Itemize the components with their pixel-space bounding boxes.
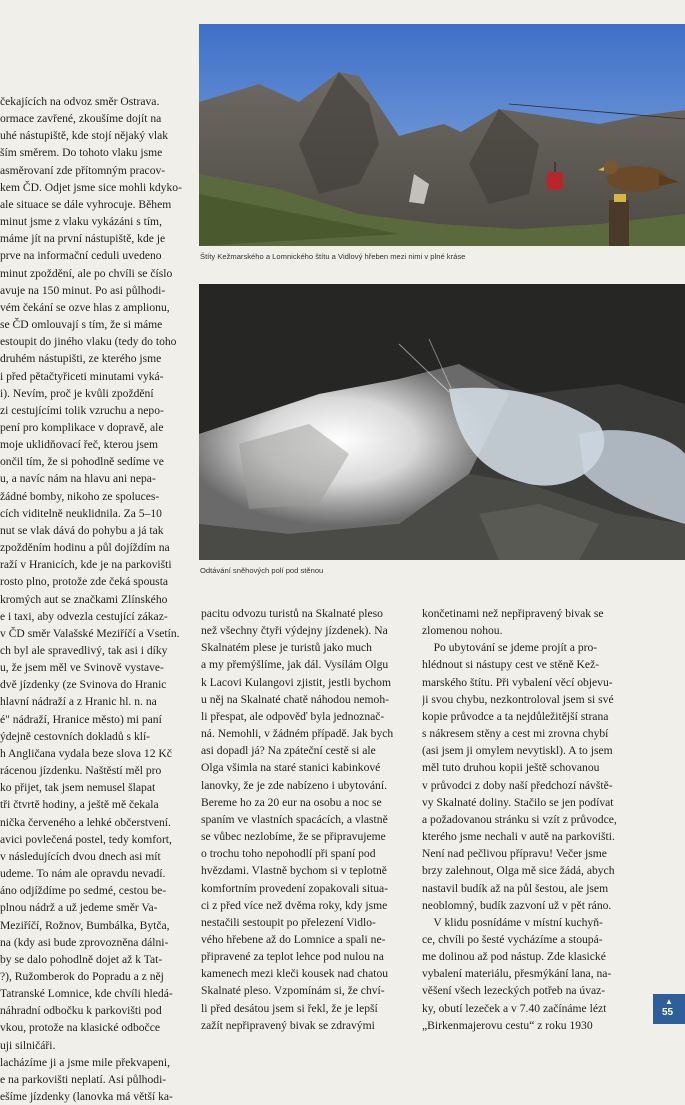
text-line: estoupit do jiného vlaku (tedy do toho [0, 335, 177, 349]
mountain-peaks-photo [199, 24, 685, 246]
text-line: moje uklidňovací řeč, kterou jsem [0, 438, 159, 452]
text-line: avici povlečená postel, tedy komfort, [0, 832, 172, 846]
text-line: prve na informační ceduli uvedeno [0, 249, 162, 263]
text-line: (asi jsem ji omylem nevytiskl). A to jsem [422, 744, 613, 758]
text-line: Skalnatém plese je turistů jako much [201, 641, 372, 655]
text-line: ončil tím, že si pohodlně sedíme ve [0, 455, 164, 469]
text-line: připravené za teplot lehce pod nulou na [201, 950, 384, 964]
text-line: ji svou chybu, nezkontroloval jsem si své [422, 692, 614, 706]
text-line: Tatranské Lomnice, kde chvíli hledá- [0, 987, 173, 1001]
page-number-badge [653, 994, 685, 1024]
text-line: hlavní nádraží a z Hranic hl. n. na [0, 695, 157, 709]
text-line: kamenech mezi kleči kousek nad chatou [201, 967, 389, 981]
text-line: V klidu posnídáme v místní kuchyň- [422, 915, 603, 929]
text-line: Meziříčí, Rožnov, Bumbálka, Bytča, [0, 918, 170, 932]
photo-caption-peaks: Štíty Kežmarského a Lomnického štítu a Vidlový hřeben mezi nimi v plné kráse [200, 252, 466, 261]
text-line: ch byl ale spravedlivý, tak asi i díky [0, 644, 168, 657]
text-line: tři čtvrtě hodiny, a ještě mě čekala [0, 798, 159, 812]
text-line: Bereme ho za 20 eur na osobu a noc se [201, 795, 382, 809]
text-line: cích viditelně neuklidnila. Za 5–10 [0, 506, 162, 520]
text-line: druhém nástupišti, ze kterého jsme [0, 352, 162, 366]
text-line: máme jít na první nástupiště, kde je [0, 232, 166, 246]
text-line: o trochu toho nepohodlí při spaní pod [201, 847, 376, 861]
text-line: nička červeného a lehké občerstvení. [0, 815, 171, 829]
text-line: k Lacovi Kulangovi zjistit, jestli bychom [201, 675, 391, 689]
snow-field-photo [199, 284, 685, 560]
text-line: pení pro komplikace v dopravě, ale [0, 420, 164, 434]
text-line: komfortním provedení zopakovali situa- [201, 881, 389, 895]
text-line: a my přemýšlíme, jak dál. Vysílám Olgu [201, 658, 389, 672]
text-line: pacitu odvozu turistů na Skalnaté pleso [201, 607, 383, 620]
text-line: u, že jsem měl ve Svinově vystave- [0, 661, 164, 675]
text-line: dvě jízdenky (ze Svinova do Hranic [0, 678, 167, 692]
text-line: vkou, protože na klasické odbočce [0, 1021, 160, 1035]
photo-caption-snow: Odtávání sněhových polí pod stěnou [200, 566, 324, 575]
text-column-middle [201, 605, 399, 1034]
text-line: avuje na 150 minut. Po asi půlhodi- [0, 283, 166, 297]
text-line: plnou nádrž a už jedeme směr Va- [0, 901, 158, 915]
text-line: li přespat, ale odpověď byla jednoznač- [201, 709, 385, 723]
text-line: rosto plno, protože zde čeká spousta [0, 575, 169, 589]
text-line: vybalení materiálu, přesmýkání lana, na- [422, 967, 612, 981]
text-line: nestačili sestoupit po přelezení Vidlo- [201, 915, 376, 929]
text-line: asměrovaní zde přítomným pracov- [0, 163, 166, 177]
text-line: me dolinou až pod nástup. Zde klasické [422, 950, 606, 964]
text-line: ýdejně cestovních dokladů s klí- [0, 729, 151, 743]
text-line: by se dalo pohodlně dojet až k Tat- [0, 952, 163, 966]
text-line: vém čekání se ozve hlas z amplionu, [0, 300, 170, 314]
text-line: Skalnaté pleso. Vzpomínám si, že chví- [201, 984, 385, 998]
text-line: ky, obutí lezeček a v 7.40 začínáme lézt [422, 1001, 607, 1015]
text-line: žádné bomby, nikoho ze spoluces- [0, 489, 160, 503]
text-line: é" nádraží, Hranice město) mi paní [0, 712, 162, 726]
mountain-logo-icon: ▲ [665, 997, 673, 1006]
text-line: li před desátou jsem si řekl, že je lepší [201, 1001, 378, 1015]
text-line: nut se vlak dává do pohybu a já tak [0, 523, 164, 537]
text-line: ale situace se dále vyhrocuje. Během [0, 197, 172, 211]
text-line: brzy zalehnout, Olga mě sice žádá, abych [422, 864, 615, 878]
text-line: udeme. To nám ale opravdu nevadí. [0, 867, 166, 881]
text-line: s nákresem stěny a cest mi zrovna chybí [422, 727, 609, 741]
text-line: raží v Hranicích, kde je na parkovišti [0, 558, 172, 572]
text-line: u něj na Skalnaté chatě náhodou nemoh- [201, 692, 390, 706]
text-line: ce, chvíli po šesté vycházíme a stoupá- [422, 932, 603, 946]
text-line: lacházíme ji a jsme mile překvapeni, [0, 1055, 170, 1069]
text-line: uhé nástupiště, kde stojí nějaký vlak [0, 129, 169, 143]
text-line: ormace zavřené, zkoušíme dojít na [0, 112, 162, 126]
text-line: Olga všimla na staré stanici kabinkové [201, 761, 381, 775]
text-line: minut zpoždění, ale po chvíli se číslo [0, 266, 173, 280]
text-line: kterého jsme nechali v autě na parkovišti. [422, 830, 615, 844]
text-line: hlédnout si nástupy cest ve stěně Kež- [422, 658, 600, 672]
text-line: zažít nepřipravený bivak se zdravými [201, 1018, 375, 1032]
text-line: nastavil budík až na půl šestou, ale jsem [422, 881, 609, 895]
text-line: a požadovanou stránku si vzít z průvodce, [422, 812, 617, 826]
text-line: áno odjíždíme po sedmé, cestou be- [0, 884, 167, 898]
text-line: vého hřebene až do Lomnice a spali ne- [201, 932, 386, 946]
text-line: náhradní odbočku k parkovišti pod [0, 1004, 162, 1018]
text-line: ko přijet, tak jsem nemusel šlapat [0, 781, 156, 795]
text-line: končetinami než nepřipravený bivak se [422, 607, 604, 620]
text-line: i před pětačtyřiceti minutami vyká- [0, 369, 164, 383]
text-line: rácenou jízdenku. Naštěstí měl pro [0, 764, 162, 778]
text-line: v následujících dvou dnech asi mít [0, 849, 161, 863]
text-line: se ČD omlouvají s tím, že si máme [0, 318, 163, 332]
text-line: v průvodci z doby naší předchozí návště- [422, 778, 613, 792]
text-line: i). Nevím, proč je kvůli zpoždění [0, 386, 154, 400]
text-line: uji silničáři. [0, 1038, 56, 1052]
text-line: ešíme jízdenky (lanovka má větší ka- [0, 1090, 173, 1104]
text-line: se vůbec nezlobíme, že se připravujeme [201, 830, 386, 844]
text-line: e i taxi, aby odvezla cestující zákaz- [0, 609, 168, 623]
text-line: spaním ve vlastních spacácích, a vlastně [201, 812, 388, 826]
text-line: neoblomný, budík zazvoní už v pět ráno. [422, 898, 612, 912]
text-line: Není nad pečlivou přípravu! Večer jsme [422, 847, 607, 861]
page-number: 55 [662, 1007, 674, 1018]
text-line: kopie průvodce a ta nejdůležitější strana [422, 709, 609, 723]
text-line: zi cestujícími tolik vzruchu a nepo- [0, 403, 164, 417]
text-line: hvězdami. Vlastně bychom si v teplotně [201, 864, 387, 878]
cable-car-icon [547, 172, 563, 190]
text-line: v ČD směr Valašské Meziříčí a Vsetín. [0, 626, 180, 640]
text-line: kromých aut se značkami Zlínského [0, 592, 168, 606]
text-line: u, a navíc nám na hlavu ani nepa- [0, 472, 156, 486]
text-line: kem ČD. Odjet jsme sice mohli kdyko- [0, 180, 182, 194]
text-line: minut jsme z vlaku vykázáni s tím, [0, 215, 162, 229]
text-line: marského štítu. Při vybalení věcí objevu- [422, 675, 613, 689]
text-line: h Angličana vydala beze slova 12 Kč [0, 746, 172, 760]
text-line: ším směrem. Do tohoto vlaku jsme [0, 146, 163, 160]
text-line: zlomenou nohou. [422, 624, 503, 638]
text-line: ?), Ružomberok do Popradu a z něj [0, 969, 164, 983]
text-column-right [422, 605, 660, 1034]
text-line: zpožděním hodinu a půl dojíždím na [0, 541, 170, 555]
text-line: ci z před více než dvěma roky, kdy jsme [201, 898, 388, 912]
text-line: e na parkovišti neplatí. Asi půlhodi- [0, 1072, 167, 1086]
text-line: než všechny čtyři výdejny jízdenek). Na [201, 624, 388, 638]
text-column-left [0, 93, 192, 1105]
text-line: Po ubytování se jdeme projít a pro- [422, 641, 598, 655]
text-line: vy Skalnaté doliny. Stačilo se jen podívat [422, 795, 614, 809]
text-line: asi dopadl já? Na zpáteční cestě si ale [201, 744, 376, 758]
text-line: „Birkenmajerovu cestu“ z roku 1930 [422, 1018, 593, 1032]
text-line: ná. Nemohli, v žádném případě. Jak bych [201, 727, 394, 741]
text-line: čekajících na odvoz směr Ostrava. [0, 95, 160, 108]
text-line: věšení všech lezeckých potřeb na úvaz- [422, 984, 606, 998]
text-line: lanovky, že je zde nabízeno i ubytování. [201, 778, 387, 792]
text-line: měl tuto druhou kopii ještě schovanou [422, 761, 600, 775]
text-line: na (kdy asi bude zprovozněna dálni- [0, 935, 169, 949]
